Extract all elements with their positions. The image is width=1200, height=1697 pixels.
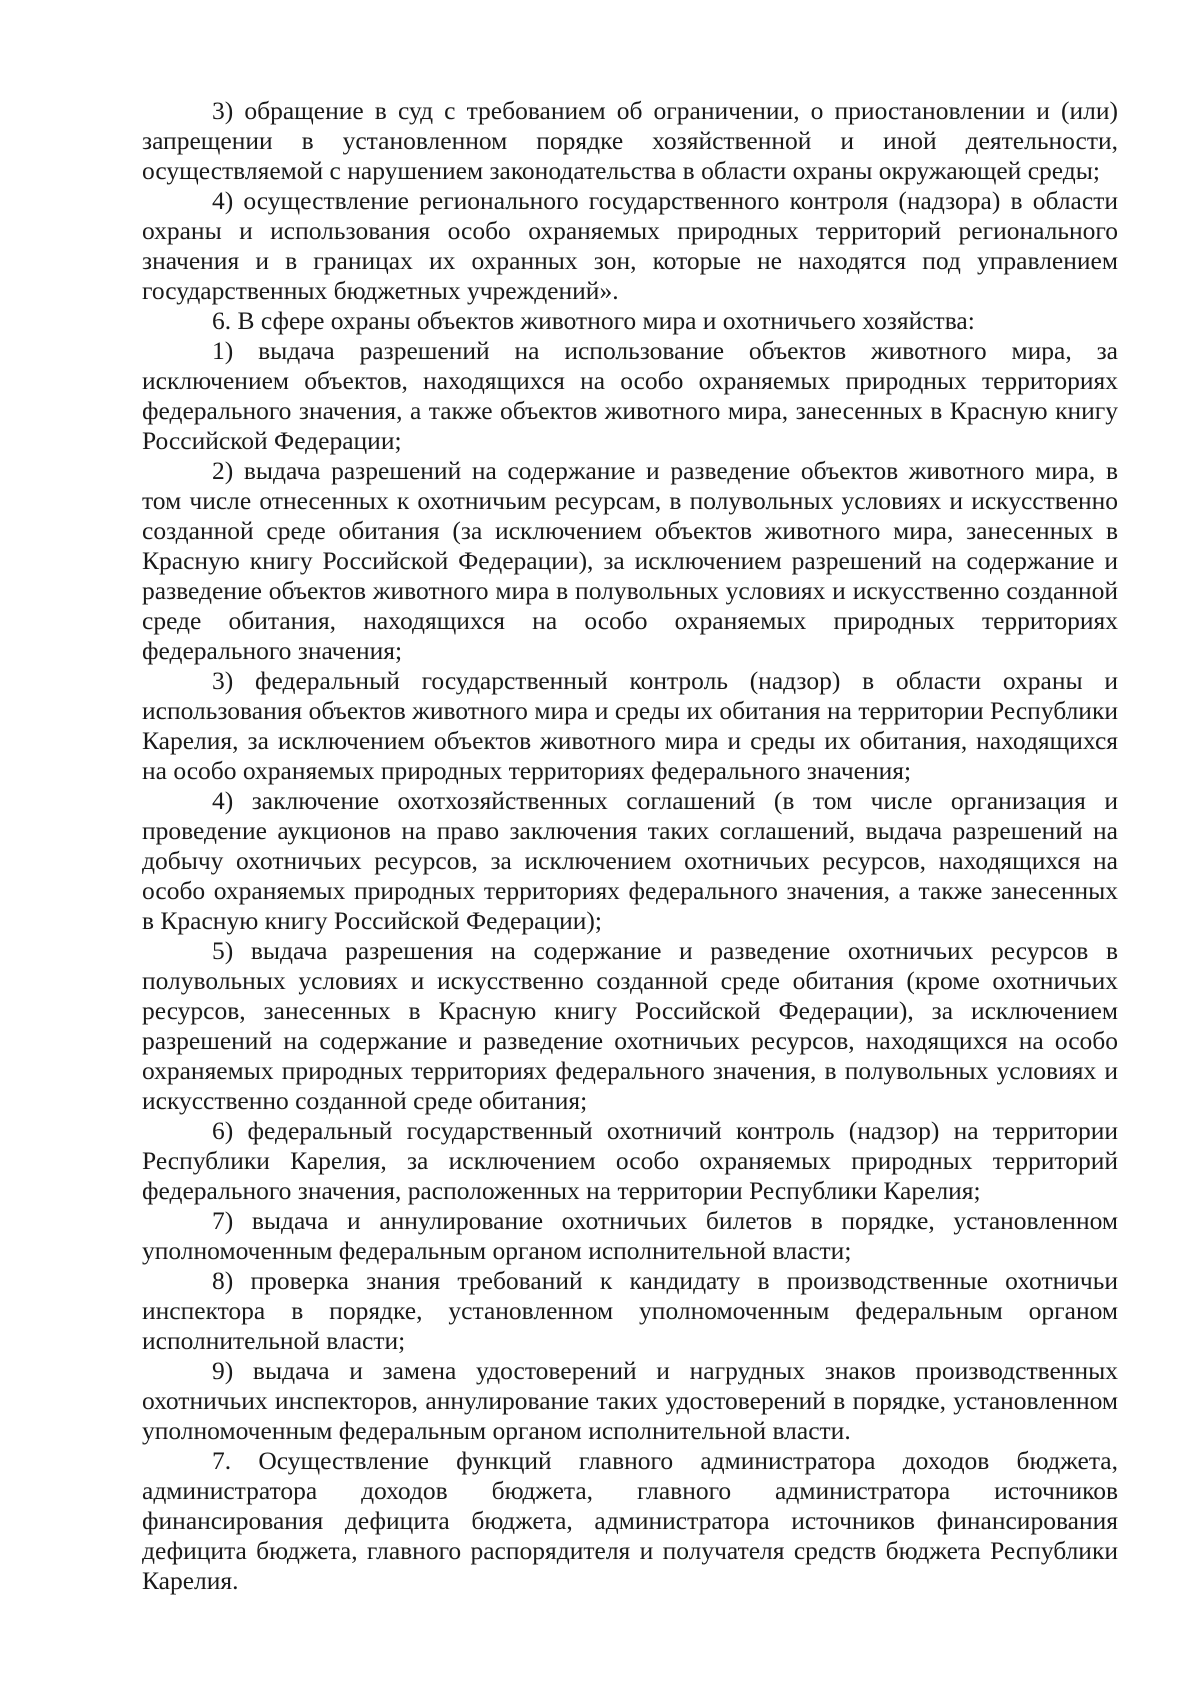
section-heading-7-budget: 7. Осуществление функций главного администратора доходов бюджета, администратора доходов бюджета, главного администратора источников финансирования дефицита бюджета, администратора источников финансирования дефицита бюджета, главного распорядителя и получателя средств бюджета Республики Карелия. (142, 1446, 1118, 1595)
paragraph-item-3-federal-control: 3) федеральный государственный контроль (надзор) в области охраны и использования объектов животного мира и среды их обитания на территории Республики Карелия, за исключением объектов животного мира и среды их обитания, находящихся на особо охраняемых природных территориях федерального значения; (142, 666, 1118, 785)
section-heading-6-wildlife: 6. В сфере охраны объектов животного мира и охотничьего хозяйства: (212, 306, 975, 335)
paragraph-item-9-certificates: 9) выдача и замена удостоверений и нагрудных знаков производственных охотничьих инспекторов, аннулирование таких удостоверений в порядке, установленном уполномоченным федеральным органом исполнительной власти. (142, 1356, 1118, 1445)
paragraph-item-3-court: 3) обращение в суд с требованием об ограничении, о приостановлении и (или) запрещении в установленном порядке хозяйственной и иной деятельности, осуществляемой с нарушением законодательства в области охраны окружающей среды; (142, 96, 1118, 185)
paragraph-item-2-breeding-permits: 2) выдача разрешений на содержание и разведение объектов животного мира, в том числе отнесенных к охотничьим ресурсам, в полувольных условиях и искусственно созданной среде обитания (за исключением объектов животного мира, занесенных в Красную книгу Российской Федерации), за исключением разрешений на содержание и разведение объектов животного мира в полувольных условиях и искусственно созданной среде обитания, находящихся на особо охраняемых природных территориях федерального значения; (142, 456, 1118, 665)
paragraph-item-1-permits: 1) выдача разрешений на использование объектов животного мира, за исключением объектов, находящихся на особо охраняемых природных территориях федерального значения, а также объектов животного мира, занесенных в Красную книгу Российской Федерации; (142, 336, 1118, 455)
paragraph-item-4-regional-control: 4) осуществление регионального государственного контроля (надзора) в области охраны и использования особо охраняемых природных территорий регионального значения и в границах их охранных зон, которые не находятся под управлением государственных бюджетных учреждений». (142, 186, 1118, 305)
paragraph-item-6-hunting-control: 6) федеральный государственный охотничий контроль (надзор) на территории Республики Карелия, за исключением особо охраняемых природных территорий федерального значения, расположенных на территории Республики Карелия; (142, 1116, 1118, 1205)
paragraph-item-5-hunting-resources: 5) выдача разрешения на содержание и разведение охотничьих ресурсов в полувольных условиях и искусственно созданной среде обитания (кроме охотничьих ресурсов, занесенных в Красную книгу Российской Федерации), за исключением разрешений на содержание и разведение охотничьих ресурсов, находящихся на особо охраняемых природных территориях федерального значения, в полувольных условиях и искусственно созданной среде обитания; (142, 936, 1118, 1115)
paragraph-item-8-inspector-exam: 8) проверка знания требований к кандидату в производственные охотничьи инспектора в порядке, установленном уполномоченным федеральным органом исполнительной власти; (142, 1266, 1118, 1355)
paragraph-item-4-hunting-agreements: 4) заключение охотхозяйственных соглашений (в том числе организация и проведение аукционов на право заключения таких соглашений, выдача разрешений на добычу охотничьих ресурсов, за исключением охотничьих ресурсов, находящихся на особо охраняемых природных территориях федерального значения, а также занесенных в Красную книгу Российской Федерации); (142, 786, 1118, 935)
paragraph-item-7-hunting-tickets: 7) выдача и аннулирование охотничьих билетов в порядке, установленном уполномоченным федеральным органом исполнительной власти; (142, 1206, 1118, 1265)
document-page (142, 96, 1118, 1596)
